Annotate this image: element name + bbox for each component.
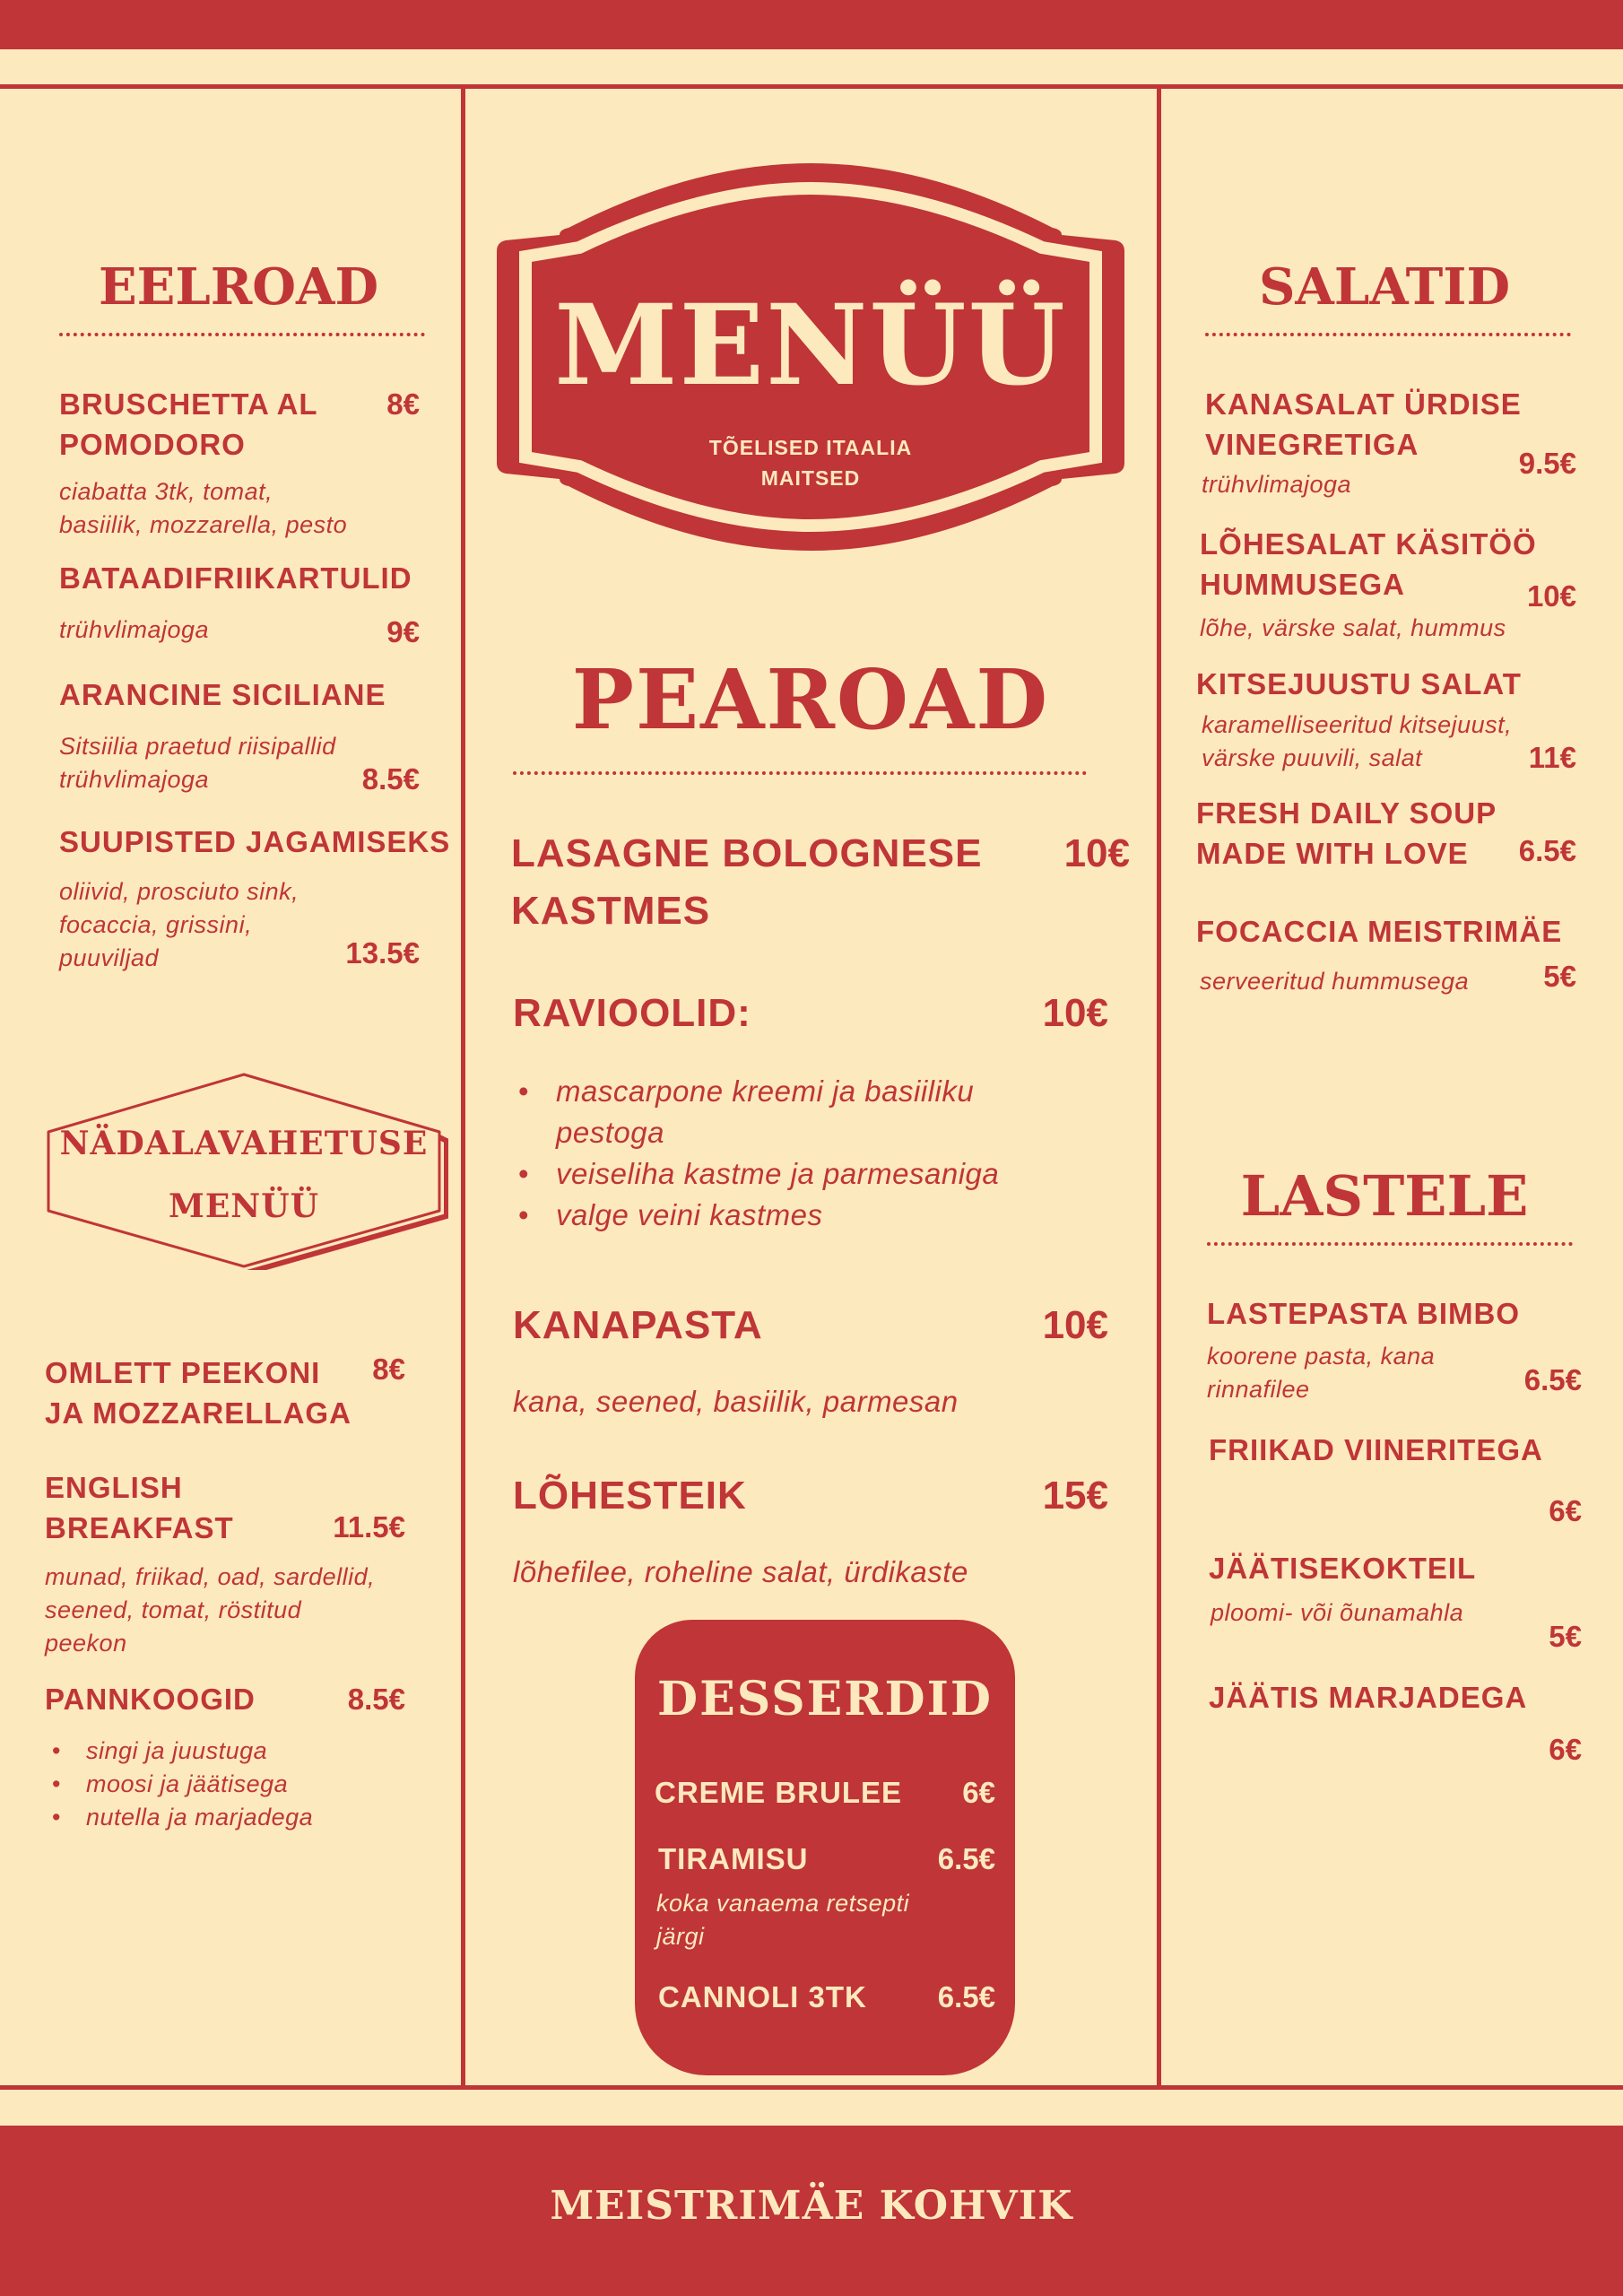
- dessert-price: 6.5€: [937, 1842, 995, 1875]
- menu-item-name: FRIIKAD VIINERITEGA: [1209, 1433, 1543, 1466]
- list-item: • mascarpone kreemi ja basiiliku pestoga: [518, 1071, 1092, 1153]
- menu-item-name: RAVIOOLID:: [513, 991, 751, 1035]
- menu-item-description: lõhefilee, roheline salat, ürdikaste: [513, 1555, 968, 1588]
- menu-item-name: KITSEJUUSTU SALAT: [1196, 667, 1522, 700]
- menu-item-price: 5€: [1543, 960, 1576, 993]
- pancake-options-list: [52, 1735, 429, 1834]
- menu-item-price: 11€: [1528, 741, 1576, 774]
- dessert-price: 6.5€: [937, 1980, 995, 2013]
- menu-item-description: ploomi- või õunamahla: [1211, 1599, 1464, 1626]
- eelroad-heading: EELROAD: [98, 257, 379, 317]
- menu-item-price: 10€: [1042, 1303, 1108, 1347]
- list-item: • veiseliha kastme ja parmesaniga: [518, 1153, 1092, 1195]
- menu-item-description: Sitsiilia praetud riisipallid trühvlimajoga: [59, 733, 336, 793]
- menu-item-price: 13.5€: [345, 936, 420, 970]
- menu-item-name: JÄÄTISEKOKTEIL: [1209, 1552, 1477, 1585]
- cafe-name: MEISTRIMÄE KOHVIK: [550, 2183, 1073, 2229]
- menu-item-name: FRESH DAILY SOUP MADE WITH LOVE: [1196, 796, 1497, 870]
- menu-item-price: 11.5€: [333, 1510, 405, 1544]
- pearoad-divider: [513, 771, 1087, 775]
- dessert-description: koka vanaema retsepti järgi: [656, 1890, 910, 1950]
- menu-item-description: munad, friikad, oad, sardellid, seened, tomat, röstitud peekon: [45, 1563, 376, 1657]
- menu-item-name: ARANCINE SICILIANE: [59, 678, 386, 711]
- lastele-divider: [1207, 1242, 1573, 1246]
- menu-item-price: 6€: [1549, 1494, 1582, 1527]
- menu-item-price: 8€: [372, 1352, 405, 1386]
- list-item: • nutella ja marjadega: [52, 1801, 429, 1834]
- menu-item-description: kana, seened, basiilik, parmesan: [513, 1385, 959, 1418]
- menu-item-description: ciabatta 3tk, tomat, basiilik, mozzarella, pesto: [59, 478, 348, 538]
- menu-item-description: trühvlimajoga: [1202, 471, 1352, 498]
- menu-item-name: OMLETT PEEKONI JA MOZZARELLAGA: [45, 1356, 352, 1430]
- menu-item-description: lõhe, värske salat, hummus: [1200, 614, 1506, 641]
- column-divider-left: [461, 87, 465, 2087]
- menu-item-name: ENGLISH BREAKFAST: [45, 1471, 234, 1544]
- menu-item-description: trühvlimajoga: [59, 616, 210, 643]
- ravioli-options-list: [518, 1071, 1092, 1236]
- menu-item-name: BATAADIFRIIKARTULID: [59, 561, 412, 595]
- menu-subtitle: TÕELISED ITAALIA MAITSED: [708, 436, 913, 490]
- eelroad-divider: [59, 333, 425, 336]
- top-band: [0, 0, 1623, 49]
- dessert-price: 6€: [962, 1776, 995, 1809]
- menu-item-price: 8€: [386, 387, 420, 421]
- menu-item-name: LASTEPASTA BIMBO: [1207, 1297, 1521, 1330]
- dessert-name: TIRAMISU: [658, 1842, 809, 1875]
- list-item: • singi ja juustuga: [52, 1735, 429, 1768]
- column-divider-right: [1157, 87, 1161, 2087]
- desserts-heading: DESSERDID: [656, 1672, 994, 1726]
- menu-item-price: 15€: [1042, 1474, 1108, 1518]
- menu-item-description: karamelliseeritud kitsejuust, värske puuvili, salat: [1202, 711, 1513, 771]
- dessert-name: CREME BRULEE: [655, 1776, 903, 1809]
- menu-item-price: 9€: [386, 615, 420, 648]
- menu-item-name: BRUSCHETTA AL POMODORO: [59, 387, 318, 461]
- lastele-heading: LASTELE: [1240, 1163, 1529, 1229]
- menu-item-name: KANASALAT ÜRDISE VINEGRETIGA: [1205, 387, 1522, 461]
- menu-item-name: LASAGNE BOLOGNESE KASTMES: [511, 831, 983, 933]
- menu-item-name: LÕHESTEIK: [513, 1474, 747, 1518]
- menu-item-price: 5€: [1549, 1620, 1582, 1653]
- menu-item-description: serveeritud hummusega: [1200, 968, 1470, 995]
- menu-item-name: KANAPASTA: [513, 1303, 763, 1347]
- top-rule: [0, 84, 1623, 89]
- list-item: • valge veini kastmes: [518, 1195, 1092, 1236]
- weekend-menu-title: NÄDALAVAHETUSE MENÜÜ: [59, 1125, 429, 1225]
- salatid-divider: [1205, 333, 1571, 336]
- menu-item-price: 8.5€: [347, 1683, 405, 1716]
- bottom-rule: [0, 2085, 1623, 2090]
- menu-item-price: 6.5€: [1518, 834, 1576, 867]
- list-item: • moosi ja jäätisega: [52, 1768, 429, 1801]
- menu-item-price: 8.5€: [361, 762, 420, 796]
- menu-item-price: 10€: [1063, 831, 1130, 875]
- menu-item-price: 10€: [1042, 991, 1108, 1035]
- menu-item-name: FOCACCIA MEISTRIMÄE: [1196, 915, 1563, 948]
- menu-title: MENÜÜ: [554, 281, 1067, 411]
- salatid-heading: SALATID: [1258, 257, 1511, 317]
- menu-item-description: koorene pasta, kana rinnafilee: [1207, 1343, 1436, 1403]
- dessert-name: CANNOLI 3TK: [658, 1980, 867, 2013]
- menu-item-description: oliivid, prosciuto sink, focaccia, grissini, puuviljad: [59, 878, 299, 971]
- menu-item-price: 6.5€: [1523, 1363, 1582, 1396]
- menu-item-price: 6€: [1549, 1733, 1582, 1766]
- menu-item-name: LÕHESALAT KÄSITÖÖ HUMMUSEGA: [1200, 527, 1537, 601]
- menu-item-name: PANNKOOGID: [45, 1683, 256, 1716]
- menu-item-name: JÄÄTIS MARJADEGA: [1209, 1681, 1528, 1714]
- menu-item-price: 9.5€: [1518, 447, 1576, 480]
- pearoad-heading: PEAROAD: [571, 651, 1050, 748]
- menu-item-name: SUUPISTED JAGAMISEKS: [59, 825, 451, 858]
- menu-item-price: 10€: [1526, 579, 1576, 613]
